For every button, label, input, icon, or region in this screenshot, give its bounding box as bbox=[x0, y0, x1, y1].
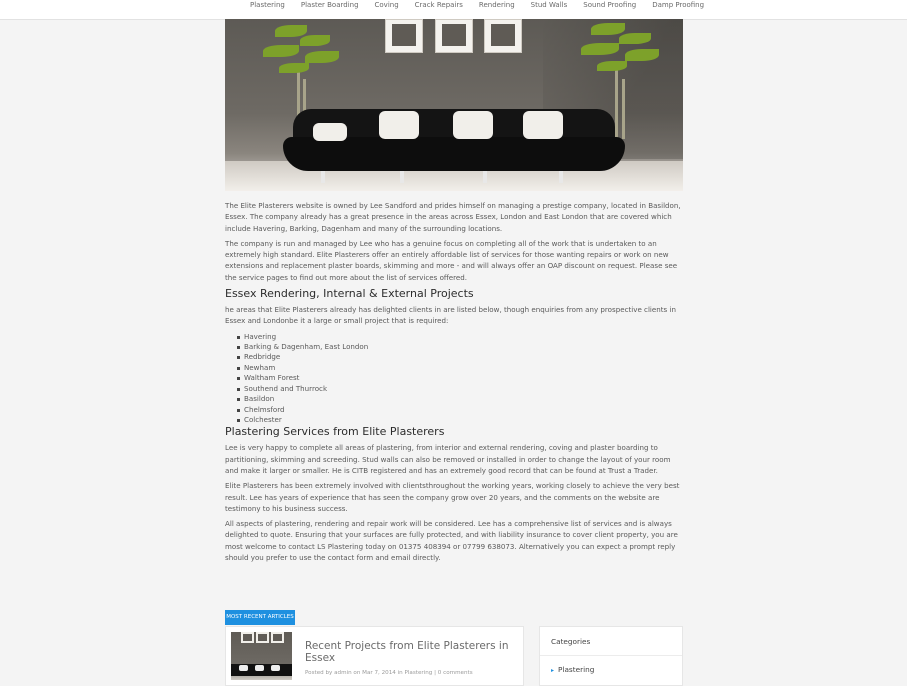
hero-image bbox=[225, 19, 683, 191]
article-title-link[interactable]: Recent Projects from Elite Plasterers in Essex bbox=[305, 640, 509, 664]
nav-item-sound-proofing[interactable]: Sound Proofing bbox=[583, 1, 637, 9]
list-item: Chelmsford bbox=[237, 405, 683, 415]
nav-item-crack-repairs[interactable]: Crack Repairs bbox=[414, 1, 463, 9]
main-content bbox=[225, 200, 683, 567]
list-item: Colchester bbox=[237, 415, 683, 425]
nav-item-rendering[interactable]: Rendering bbox=[478, 1, 515, 9]
most-recent-articles-badge: MOST RECENT ARTICLES bbox=[225, 610, 295, 625]
list-item: Waltham Forest bbox=[237, 373, 683, 383]
nav-item-plastering[interactable]: Plastering bbox=[250, 1, 285, 9]
category-item-plastering[interactable] bbox=[551, 665, 594, 674]
areas-list bbox=[225, 332, 683, 426]
list-item: Basildon bbox=[237, 394, 683, 404]
wall-frame bbox=[385, 19, 423, 53]
sofa-leg bbox=[483, 171, 487, 183]
pillow bbox=[523, 111, 563, 139]
article-thumbnail[interactable] bbox=[231, 632, 292, 680]
top-navigation bbox=[0, 0, 907, 20]
list-item: Barking & Dagenham, East London bbox=[237, 342, 683, 352]
pillow bbox=[379, 111, 419, 139]
caret-right-icon: ▸ bbox=[551, 667, 555, 674]
nav-item-plaster-boarding[interactable]: Plaster Boarding bbox=[300, 1, 359, 9]
section-paragraph: Elite Plasterers has been extremely involved with clientsthroughout the working years, working closely to achieve the very best result. Lee has years of experience that has seen the company grow over 20 years, and the comments on the website are testimony to his business success. bbox=[225, 481, 680, 513]
nav-item-damp-proofing[interactable]: Damp Proofing bbox=[652, 1, 705, 9]
recent-article-card bbox=[225, 626, 524, 686]
categories-title: Categories bbox=[551, 637, 591, 646]
wall-frame bbox=[484, 19, 522, 53]
nav-item-coving[interactable]: Coving bbox=[374, 1, 399, 9]
sofa-leg bbox=[400, 171, 404, 183]
intro-paragraph: The Elite Plasterers website is owned by Lee Sandford and prides himself on managing a prestige company, located in Basildon, Essex. The company already has a great presence in the areas across Essex, London and East London that are covered which include Havering, Barking, Dagenham and many of the surrounding locations. bbox=[225, 201, 681, 233]
list-item: Havering bbox=[237, 332, 683, 342]
intro-paragraph: The company is run and managed by Lee who has a genuine focus on completing all of the work that is undertaken to an extremely high standard. Elite Plasterers offer an entirely affordable list of services for those wanting repairs or work on new extensions and replacement plaster boards, skimming and more - and will always offer an OAP discount on request. Please see the service pages to find out more about the list of services offered. bbox=[225, 238, 678, 282]
nav-item-stud-walls[interactable]: Stud Walls bbox=[530, 1, 568, 9]
categories-widget bbox=[539, 626, 683, 686]
section-paragraph: All aspects of plastering, rendering and repair work will be considered. Lee has a comprehensive list of services and is always delighted to quote. Ensuring that your surfaces are fully protected, and with liability insurance to cover client property, you are most welcome to contact LS Plastering today on 01375 408394 or 07799 638073. Alternatively you can expect a prompt reply should you prefer to use the contact form and email directly. bbox=[225, 519, 678, 562]
list-item: Redbridge bbox=[237, 352, 683, 362]
pillow bbox=[453, 111, 493, 139]
sofa-leg bbox=[321, 171, 325, 183]
divider bbox=[540, 655, 682, 656]
pillow bbox=[313, 123, 347, 141]
nav-menu bbox=[250, 1, 720, 10]
list-item: Newham bbox=[237, 363, 683, 373]
wall-frame bbox=[435, 19, 473, 53]
section-heading: Plastering Services from Elite Plasterers bbox=[225, 425, 445, 439]
section-paragraph: he areas that Elite Plasterers already has delighted clients in are listed below, though enquiries from any prospective clients in Essex and Londonbe it a large or small project that is required: bbox=[225, 305, 676, 326]
section-heading: Essex Rendering, Internal & External Projects bbox=[225, 287, 474, 301]
sofa-seat bbox=[283, 137, 625, 171]
list-item: Southend and Thurrock bbox=[237, 384, 683, 394]
article-meta: Posted by admin on Mar 7, 2014 in Plastering | 0 comments bbox=[305, 670, 473, 676]
section-paragraph: Lee is very happy to complete all areas of plastering, from interior and external rendering, coving and plaster boarding to partitioning, skimming and screeding. Stud walls can also be removed or installed in order to change the layout of your room and make it larger or smaller. He is CITB registered and has an extremely good record that can be found at Trust a Trader. bbox=[225, 443, 671, 475]
sofa-leg bbox=[559, 171, 563, 183]
category-label: Plastering bbox=[558, 665, 595, 674]
